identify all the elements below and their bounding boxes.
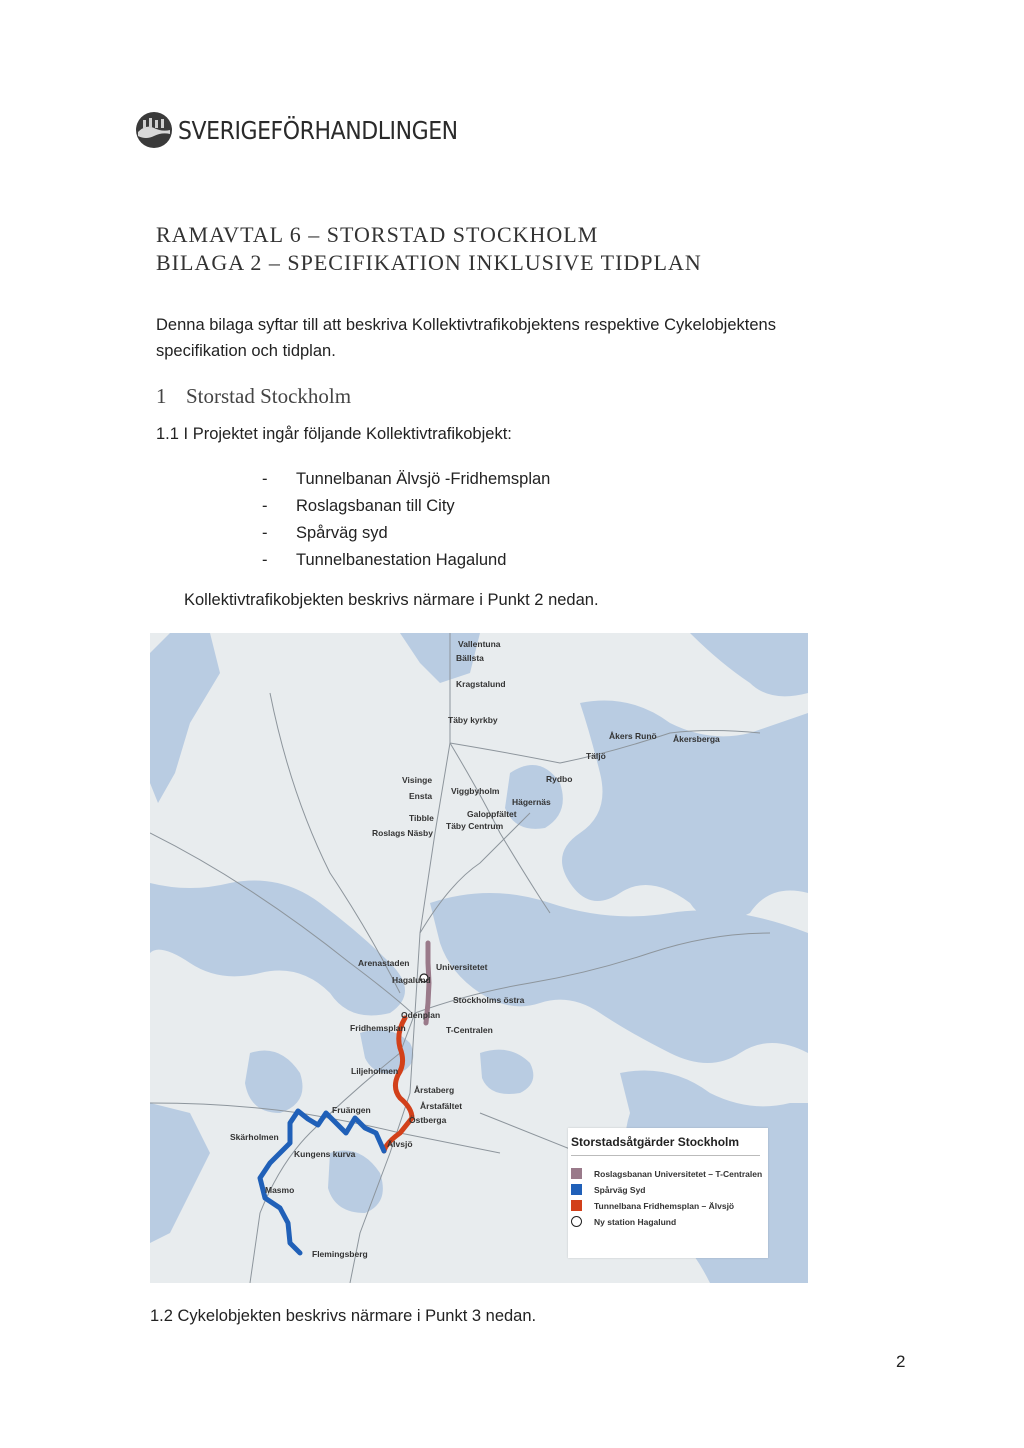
map-label: Hägernäs	[512, 797, 551, 807]
section-heading	[156, 384, 351, 409]
legend-item-sparvag	[571, 1184, 646, 1195]
map-label: Rydbo	[546, 774, 573, 784]
map-label: Årstafältet	[420, 1101, 463, 1111]
map-label: Vallentuna	[458, 639, 501, 649]
map-label: Universitetet	[436, 962, 488, 972]
map-label: Fridhemsplan	[350, 1023, 406, 1033]
legend-item-roslagsbanan	[571, 1168, 762, 1179]
legend-label: Tunnelbana Fridhemsplan – Älvsjö	[594, 1200, 735, 1211]
map-label: Tibble	[409, 813, 434, 823]
map-legend	[568, 1128, 768, 1258]
station-circle-icon	[571, 1216, 582, 1227]
map-label: Liljeholmen	[351, 1066, 399, 1076]
list-item	[262, 520, 550, 547]
map-label: Skärholmen	[230, 1132, 279, 1142]
map-label: Stockholms östra	[453, 995, 525, 1005]
map-label: Åkers Runö	[609, 731, 657, 741]
map-label: Visinge	[402, 775, 433, 785]
map-label: T-Centralen	[446, 1025, 493, 1035]
page-number: 2	[896, 1352, 906, 1371]
legend-title: Storstadsåtgärder Stockholm	[571, 1135, 740, 1149]
map-label: Åkersberga	[673, 734, 720, 744]
legend-swatch	[571, 1200, 582, 1211]
map-label: Fruängen	[332, 1105, 371, 1115]
legend-label: Ny station Hagalund	[594, 1216, 677, 1227]
list-item-text: Tunnelbanestation Hagalund	[296, 551, 507, 569]
list-dash: -	[262, 497, 268, 515]
list-item	[262, 547, 550, 574]
map-label: Odenplan	[401, 1010, 441, 1020]
map-label: Älvsjö	[387, 1139, 413, 1149]
map-label: Viggbyholm	[451, 786, 500, 796]
map-label: Galoppfältet	[467, 809, 517, 819]
intro-paragraph: Denna bilaga syftar till att beskriva Kollektivtrafikobjektens respektive Cykelobjektens specifikation och tidplan.	[156, 316, 776, 360]
list-item-text: Tunnelbanan Älvsjö -Fridhemsplan	[296, 470, 551, 488]
map-label: Täljö	[586, 751, 606, 761]
legend-item-tunnelbana	[571, 1200, 734, 1211]
cycle-objects-caption: 1.2 Cykelobjekten beskrivs närmare i Punkt 3 nedan.	[150, 1307, 537, 1325]
list-item	[262, 493, 550, 520]
list-item	[262, 466, 550, 493]
map-label: Kungens kurva	[294, 1149, 356, 1159]
legend-swatch	[571, 1184, 582, 1195]
object-list	[262, 466, 550, 574]
map-label: Bällsta	[456, 653, 484, 663]
legend-label: Spårväg Syd	[594, 1184, 646, 1195]
list-dash: -	[262, 470, 268, 488]
subsection-text: I Projektet ingår följande Kollektivtrafikobjekt:	[183, 425, 512, 443]
list-item-text: Spårväg syd	[296, 524, 388, 542]
map-label: Arenastaden	[358, 958, 410, 968]
section-title: Storstad Stockholm	[186, 384, 352, 408]
legend-swatch	[571, 1168, 582, 1179]
list-item-text: Roslagsbanan till City	[296, 497, 455, 515]
map-label: Täby Centrum	[446, 821, 504, 831]
legend-item-hagalund	[571, 1216, 676, 1227]
document-subtitle: BILAGA 2 – SPECIFIKATION INKLUSIVE TIDPLAN	[156, 250, 702, 275]
map-label: Roslags Näsby	[372, 828, 433, 838]
legend-divider	[571, 1155, 760, 1156]
org-name: SVERIGEFÖRHANDLINGEN	[178, 115, 458, 145]
map-label: Hagalund	[392, 975, 431, 985]
list-dash: -	[262, 524, 268, 542]
objects-reference-text: Kollektivtrafikobjekten beskrivs närmare i Punkt 2 nedan.	[184, 591, 599, 609]
map-label: Årstaberg	[414, 1085, 455, 1095]
document-title: RAMAVTAL 6 – STORSTAD STOCKHOLM	[156, 222, 599, 247]
section-number: 1	[156, 384, 167, 408]
map-label: Täby kyrkby	[448, 715, 498, 725]
map-label: Ensta	[409, 791, 433, 801]
subsection-number: 1.1	[156, 425, 179, 443]
subsection-heading	[156, 425, 512, 444]
header-logo	[134, 110, 496, 150]
transit-map	[150, 633, 808, 1283]
map-label: Kragstalund	[456, 679, 506, 689]
list-dash: -	[262, 551, 268, 569]
emblem-icon	[134, 110, 174, 150]
map-label: Flemingsberg	[312, 1249, 368, 1259]
legend-label: Roslagsbanan Universitetet – T-Centralen	[594, 1168, 763, 1179]
map-label: Östberga	[409, 1115, 447, 1125]
map-label: Masmo	[265, 1185, 295, 1195]
